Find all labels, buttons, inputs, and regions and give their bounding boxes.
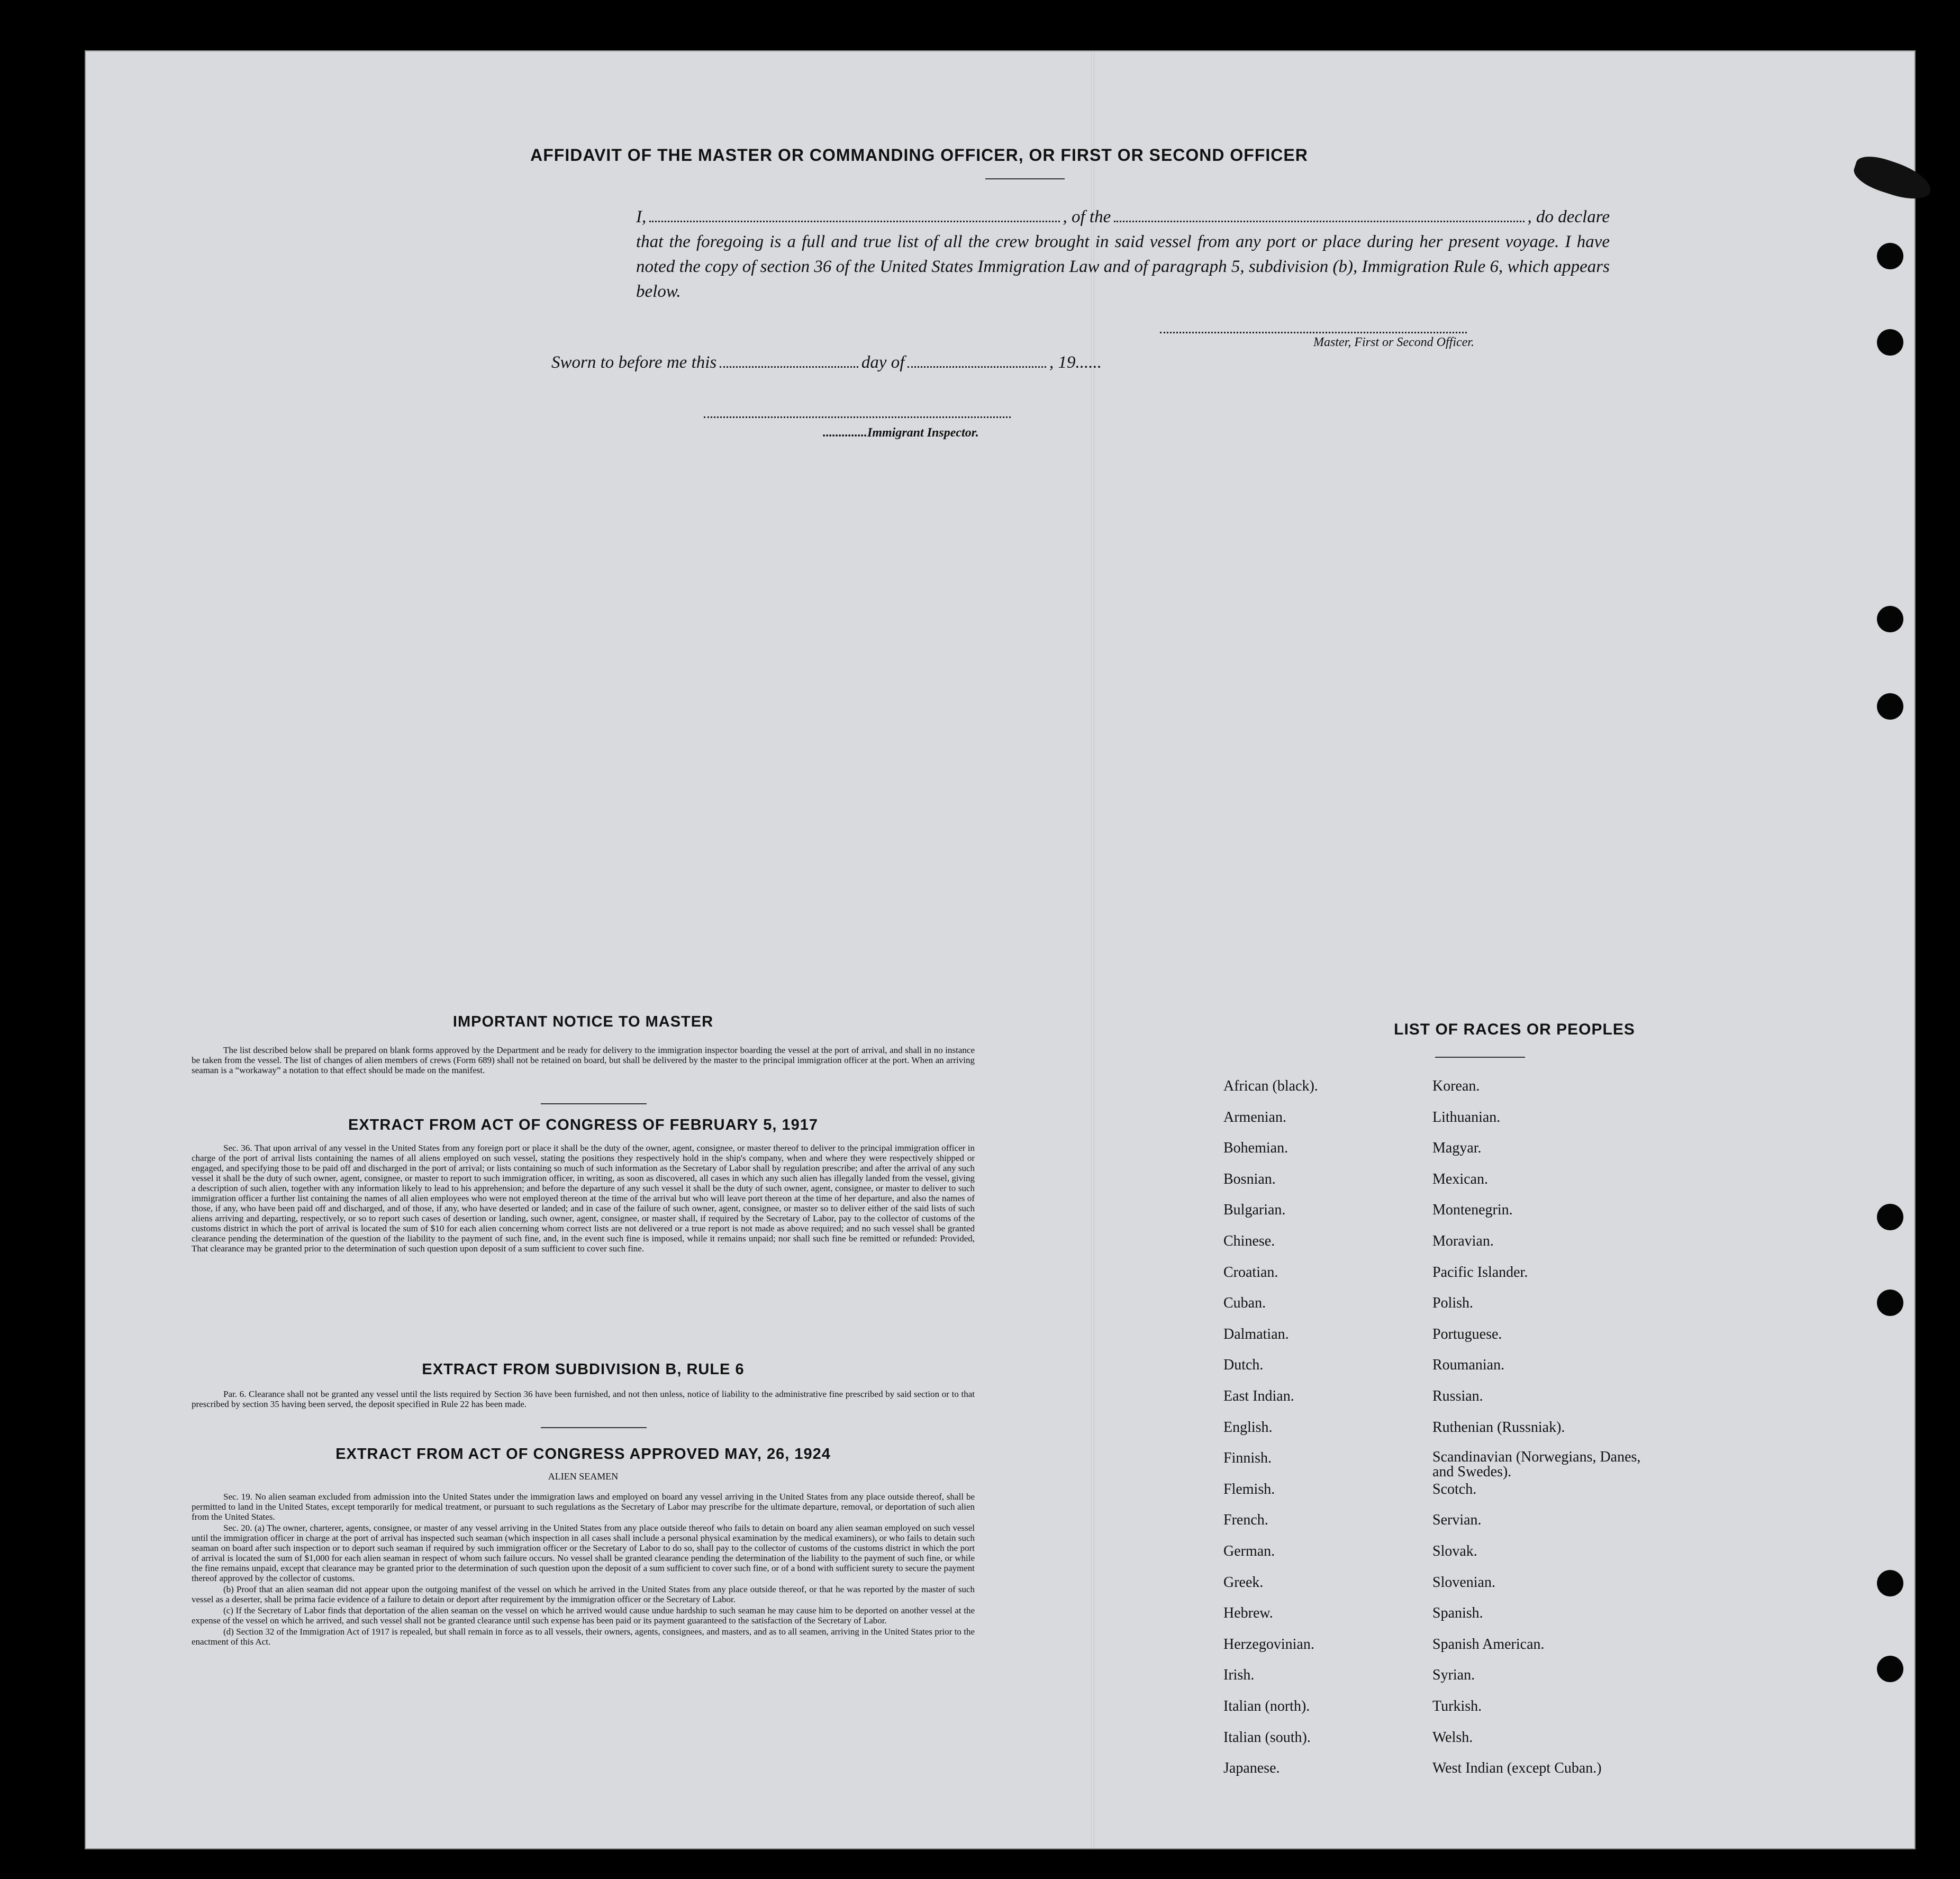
document-sheet xyxy=(85,50,1916,1849)
race-item: French. xyxy=(1223,1512,1268,1529)
notice-paragraph: The list described below shall be prepared on blank forms approved by the Department and be ready for delivery to the immigration inspector boarding the vessel at the port of arrival, and shall in no instance be taken from the vessel. The list of changes of alien members of crews (Form 689) shall not be retained on board, but shall be delivered by the master to the principal immigration officer at the port. When an arriving seaman is a “workaway” a notation to that effect should be made on the manifest. xyxy=(192,1045,975,1075)
race-item: Bulgarian. xyxy=(1223,1202,1286,1219)
vessel-blank[interactable] xyxy=(1114,220,1524,222)
sec20a-paragraph: Sec. 20. (a) The owner, charterer, agents, consignee, or master of any vessel arriving in the United States from any place outside thereof who fails to detain on board any alien seaman employed on such vessel until the immigration officer in charge at the port of arrival has inspected such seaman (which inspection in all cases shall include a personal physical examination by the medical examiners), or who fails to detain such seaman on board after such inspection or to deport such seaman if required by such immigration officer or the Secretary of Labor to do so, shall pay to the collector of customs of the customs district in which the port of arrival is located the sum of $1,000 for each alien seaman in respect of whom such failure occurs. No vessel shall be granted clearance pending the determination of the liability to the payment of such fine, or while the fine remains unpaid, except that clearance may be granted prior to the determination of such question upon the deposit of a sum sufficient to cover such fine, or of a bond with sufficient surety to secure the payment thereof approved by the collector of customs. xyxy=(192,1523,975,1583)
race-item: West Indian (except Cuban.) xyxy=(1432,1760,1602,1777)
extract-1917-title: EXTRACT FROM ACT OF CONGRESS OF FEBRUARY 5, 1917 xyxy=(348,1116,819,1133)
races-title: LIST OF RACES OR PEOPLES xyxy=(1394,1021,1635,1038)
race-item: Montenegrin. xyxy=(1432,1202,1513,1219)
declarant-label: I, xyxy=(636,207,647,226)
race-item: Welsh. xyxy=(1432,1729,1473,1746)
race-item: Polish. xyxy=(1432,1295,1474,1312)
race-item: Turkish. xyxy=(1432,1698,1482,1714)
declaration-line xyxy=(636,205,1610,230)
par6-paragraph: Par. 6. Clearance shall not be granted any vessel until the lists required by Section 36 have been furnished, and not then unless, notice of liability to the administrative fine prescribed by said section or to that prescribed by section 35 having been served, the deposit specified in Rule 22 has been made. xyxy=(192,1389,975,1409)
race-item: Dutch. xyxy=(1223,1357,1264,1374)
race-item: German. xyxy=(1223,1543,1275,1559)
ink-smudge xyxy=(1850,151,1935,205)
extract-1924-title: EXTRACT FROM ACT OF CONGRESS APPROVED MAY, 26, 1924 xyxy=(335,1446,831,1463)
race-item: Magyar. xyxy=(1432,1140,1482,1157)
affidavit-body xyxy=(636,205,1610,304)
race-item: Finnish. xyxy=(1223,1450,1272,1467)
race-item: Syrian. xyxy=(1432,1667,1475,1684)
punch-hole xyxy=(1877,1290,1903,1316)
extract-rule6-title: EXTRACT FROM SUBDIVISION B, RULE 6 xyxy=(422,1361,745,1378)
notice-text xyxy=(192,1045,975,1076)
race-item: Greek. xyxy=(1223,1574,1264,1591)
race-item: Dalmatian. xyxy=(1223,1326,1289,1342)
punch-hole xyxy=(1877,243,1903,269)
title-rule xyxy=(985,178,1065,179)
sworn-label: Sworn to before me this xyxy=(551,353,717,372)
race-item: Korean. xyxy=(1432,1078,1480,1094)
sworn-month-blank[interactable] xyxy=(908,366,1046,368)
race-item: African (black). xyxy=(1223,1078,1318,1094)
extract-rule6-text xyxy=(192,1389,975,1410)
sworn-line xyxy=(551,353,1102,373)
punch-hole xyxy=(1877,693,1903,720)
signature-line[interactable] xyxy=(1160,332,1467,333)
race-item: Mexican. xyxy=(1432,1170,1488,1187)
declarant-blank[interactable] xyxy=(649,220,1059,222)
race-item: Flemish. xyxy=(1223,1481,1275,1497)
affidavit-text: that the foregoing is a full and true list of all the crew brought in said vessel from any port or place during her present voyage. I have noted the copy of section 36 of the United States Immigration Law and of paragraph 5, subdivision (b), Immigration Rule 6, which appears below. xyxy=(636,232,1610,301)
race-item: Japanese. xyxy=(1223,1760,1280,1777)
race-item: Scotch. xyxy=(1432,1481,1477,1497)
sworn-day-blank[interactable] xyxy=(720,366,858,368)
race-item: English. xyxy=(1223,1419,1273,1436)
inspector-label: ..............Immigrant Inspector. xyxy=(823,426,979,440)
signature-label: Master, First or Second Officer. xyxy=(1313,335,1474,349)
declare-label: , do declare xyxy=(1527,207,1610,226)
race-item: Servian. xyxy=(1432,1512,1482,1529)
race-item: Lithuanian. xyxy=(1432,1109,1501,1125)
race-item: Herzegovinian. xyxy=(1223,1636,1314,1653)
race-item: Bohemian. xyxy=(1223,1140,1288,1157)
race-item: Cuban. xyxy=(1223,1295,1266,1312)
race-item: Pacific Islander. xyxy=(1432,1264,1528,1281)
inspector-signature-line[interactable] xyxy=(704,416,1011,418)
punch-hole xyxy=(1877,1570,1903,1596)
extract-1917-text xyxy=(192,1143,975,1255)
race-item: Scandinavian (Norwegians, Danes, and Swedes). xyxy=(1432,1449,1641,1481)
affidavit-title: AFFIDAVIT OF THE MASTER OR COMMANDING OFFICER, OR FIRST OR SECOND OFFICER xyxy=(530,146,1308,165)
race-item: Chinese. xyxy=(1223,1233,1275,1249)
races-title-rule xyxy=(1435,1057,1525,1058)
sec19-paragraph: Sec. 19. No alien seaman excluded from admission into the United States under the immigration laws and employed on board any vessel arriving in the United States from any place outside thereof, shall be permitted to land in the United States, except temporarily for medical treatment, or pursuant to such regulations as the Secretary of Labor may prescribe for the ultimate departure, removal, or deportation of such alien from the United States. xyxy=(192,1492,975,1522)
sec20b-paragraph: (b) Proof that an alien seaman did not appear upon the outgoing manifest of the vessel on which he arrived in the United States from any place outside thereof, or that he was reported by the master of such vessel as a deserter, shall be prima facie evidence of a failure to detain or deport after requirement by the immigration officer or the Secretary of Labor. xyxy=(192,1584,975,1604)
sec20c-paragraph: (c) If the Secretary of Labor finds that deportation of the alien seaman on the vessel on which he arrived would cause undue hardship to such seaman he may cause him to be deported on another vessel at the expense of the vessel on which he arrived, and such vessel shall not be granted clearance until such expense has been paid or its payment guaranteed to the satisfaction of the Secretary of Labor. xyxy=(192,1605,975,1626)
race-item: Russian. xyxy=(1432,1388,1483,1404)
race-item: Bosnian. xyxy=(1223,1170,1276,1187)
punch-hole xyxy=(1877,1204,1903,1230)
year-label: , 19...... xyxy=(1049,353,1102,372)
section-rule xyxy=(541,1427,647,1428)
sec20d-paragraph: (d) Section 32 of the Immigration Act of 1917 is repealed, but shall remain in force as to all vessels, their owners, agents, consignees, and masters, and as to all seamen, arriving in the United States prior to the enactment of this Act. xyxy=(192,1627,975,1647)
vessel-label: , of the xyxy=(1063,207,1111,226)
extract-1924-text xyxy=(192,1492,975,1648)
notice-title: IMPORTANT NOTICE TO MASTER xyxy=(452,1013,714,1030)
race-item: Spanish. xyxy=(1432,1605,1483,1622)
race-item: Slovenian. xyxy=(1432,1574,1495,1591)
punch-hole xyxy=(1877,606,1903,632)
race-item: Armenian. xyxy=(1223,1109,1286,1125)
punch-hole xyxy=(1877,329,1903,356)
race-item: Roumanian. xyxy=(1432,1357,1505,1374)
race-item: Ruthenian (Russniak). xyxy=(1432,1419,1565,1436)
page-fold xyxy=(1091,51,1094,1848)
sec36-paragraph: Sec. 36. That upon arrival of any vessel in the United States from any foreign port or place it shall be the duty of the owner, agent, consignee, or master thereof to deliver to the principal immigration officer in charge of the port of arrival lists containing the names of all aliens employed on such vessel, stating the positions they respectively hold in the ship's company, when and where they were respectively shipped or engaged, and specifying those to be paid off and discharged in the port of arrival; or lists containing so much of such information as the Secretary of Labor shall by regulation prescribe; and after the arrival of any such vessel it shall be the duty of such owner, agent, consignee, or master to report to such immigration officer, in writing, as soon as discovered, all cases in which any such alien has illegally landed from the vessel, giving a description of such alien, together with any information likely to lead to his apprehension; and before the departure of any such vessel it shall be the duty of such owner, agent, consignee, or master to deliver to such immigration officer a further list containing the names of all alien employees who were not employed thereon at the time of the arrival but who will leave port thereon at the time of her departure, and also the names of those, if any, who have been paid off and discharged, and of those, if any, who have deserted or landed; and in case of the failure of such owner, agent, consignee, or master so to deliver either of the said lists of such aliens arriving and departing, respectively, or so to report such cases of desertion or landing, such owner, agent, consignee, or master shall, if required by the Secretary of Labor, pay to the collector of customs of the customs district in which the port of arrival is located the sum of $10 for each alien concerning whom correct lists are not delivered or a true report is not made as above required; and no such vessel shall be granted clearance pending the determination of the question of the liability to the payment of such fine, and, in the event such fine is imposed, while it remains unpaid; nor shall such fine be remitted or refunded: Provided, That clearance may be granted prior to the determination of such question upon deposit of a sum sufficient to cover such fine. xyxy=(192,1143,975,1254)
race-item: East Indian. xyxy=(1223,1388,1294,1404)
race-item: Croatian. xyxy=(1223,1264,1278,1281)
race-item: Moravian. xyxy=(1432,1233,1494,1249)
race-item: Hebrew. xyxy=(1223,1605,1273,1622)
race-item: Italian (north). xyxy=(1223,1698,1310,1714)
race-item: Italian (south). xyxy=(1223,1729,1311,1746)
extract-1924-subtitle: ALIEN SEAMEN xyxy=(548,1471,619,1482)
day-of-label: day of xyxy=(861,353,905,372)
race-item: Slovak. xyxy=(1432,1543,1477,1559)
race-item: Irish. xyxy=(1223,1667,1255,1684)
race-item: Portuguese. xyxy=(1432,1326,1502,1342)
race-item: Spanish American. xyxy=(1432,1636,1545,1653)
punch-hole xyxy=(1877,1656,1903,1682)
section-rule xyxy=(541,1103,647,1104)
